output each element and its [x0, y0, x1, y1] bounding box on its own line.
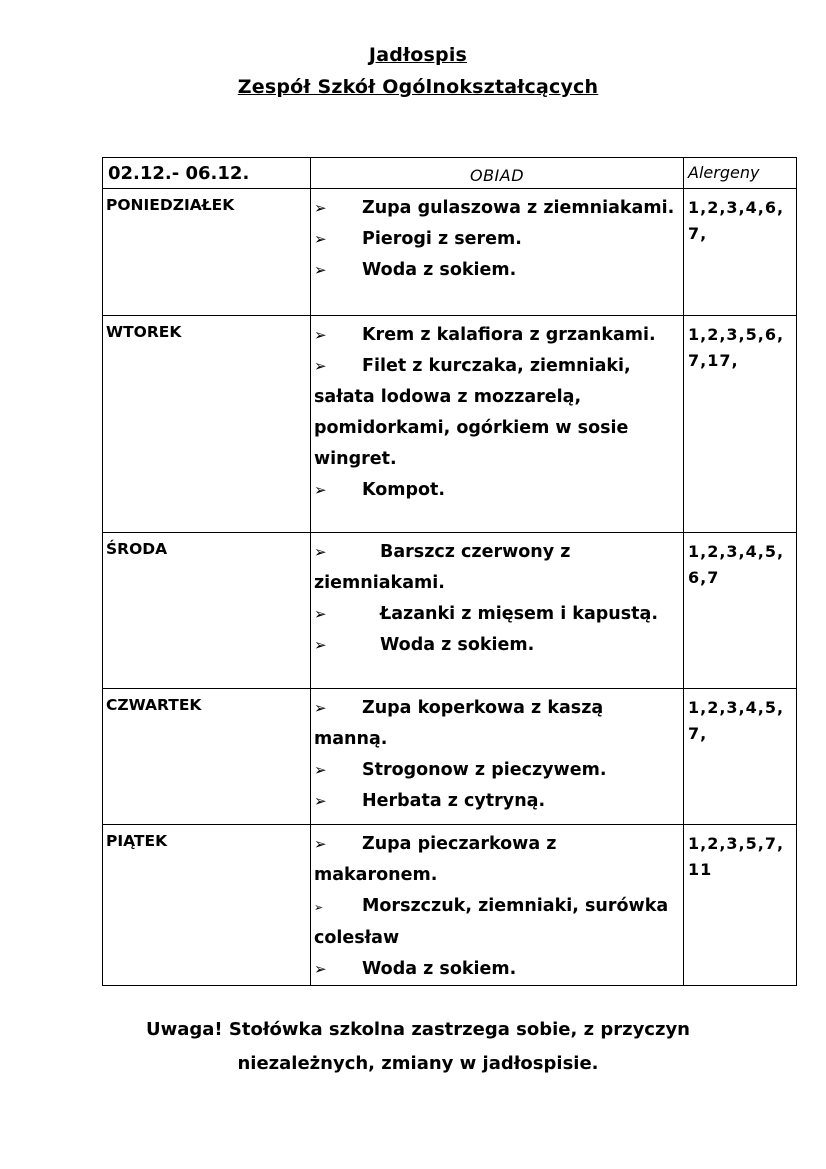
- dish-text: Filet z kurczaka, ziemniaki, sałata lodowa z mozzarelą, pomidorkami, ogórkiem w sosie wingret.: [314, 356, 631, 469]
- list-item: [314, 255, 677, 286]
- list-item: [314, 351, 677, 475]
- dish-text: Herbata z cytryną.: [362, 791, 546, 811]
- table-row: [103, 689, 797, 825]
- dish-text: Woda z sokiem.: [362, 260, 517, 280]
- arrow-bullet-icon: ➢: [314, 326, 327, 344]
- dish-list: [311, 316, 683, 506]
- day-name: WTOREK: [106, 323, 182, 341]
- table-row: [103, 316, 797, 533]
- arrow-bullet-icon: ➢: [314, 543, 327, 561]
- allergens-value: 1,2,3,4,5, 6,7: [688, 542, 785, 587]
- dish-text: Morszczuk, ziemniaki, surówka colesław: [314, 896, 669, 948]
- arrow-bullet-icon: ➢: [314, 199, 327, 217]
- allergens-value: 1,2,3,4,5, 7,: [688, 698, 785, 743]
- week-cell: [103, 158, 311, 189]
- table-row: [103, 189, 797, 316]
- table-header-row: [103, 158, 797, 189]
- arrow-bullet-icon: ➢: [314, 261, 327, 279]
- list-item: [314, 599, 677, 630]
- arrow-bullet-icon: ➢: [314, 835, 327, 853]
- dish-text: Barszcz czerwony z ziemniakami.: [314, 542, 571, 593]
- menu-table: [102, 157, 797, 986]
- dish-list: [311, 689, 683, 817]
- arrow-bullet-icon: ➢: [314, 761, 327, 779]
- menu-column-header: OBIAD: [469, 166, 525, 185]
- day-name: PIĄTEK: [106, 832, 168, 850]
- menu-header-cell: [311, 158, 684, 189]
- dish-text: Strogonow z pieczywem.: [362, 760, 607, 780]
- list-item: [314, 829, 677, 891]
- arrow-bullet-icon: ➢: [314, 960, 327, 978]
- day-name: CZWARTEK: [106, 696, 202, 714]
- arrow-bullet-icon: ➢: [314, 230, 327, 248]
- list-item: [314, 320, 677, 351]
- dish-text: Zupa gulaszowa z ziemniakami.: [362, 198, 675, 218]
- allergens-column-header: Alergeny: [688, 163, 760, 182]
- dish-text: Woda z sokiem.: [362, 959, 517, 979]
- dish-text: Łazanki z mięsem i kapustą.: [380, 604, 658, 624]
- list-item: [314, 693, 677, 755]
- arrow-bullet-icon: ➢: [314, 699, 327, 717]
- list-item: [314, 193, 677, 224]
- notice: [0, 1013, 826, 1081]
- allergens-value: 1,2,3,4,6, 7,: [688, 198, 785, 243]
- list-item: [314, 755, 677, 786]
- notice-line: Uwaga! Stołówka szkolna zastrzega sobie, z przyczyn: [146, 1019, 690, 1040]
- arrow-bullet-icon: ➢: [314, 636, 327, 654]
- dish-list: [311, 189, 683, 286]
- dish-text: Zupa koperkowa z kaszą manną.: [314, 698, 604, 749]
- day-name: ŚRODA: [106, 540, 168, 558]
- dish-text: Zupa pieczarkowa z makaronem.: [314, 834, 557, 885]
- arrow-bullet-icon: ➢: [314, 357, 327, 375]
- dish-list: [311, 825, 683, 985]
- arrow-bullet-icon: ➢: [314, 901, 324, 914]
- arrow-bullet-icon: ➢: [314, 605, 327, 623]
- allergens-value: 1,2,3,5,6, 7,17,: [688, 325, 785, 370]
- list-item: [314, 224, 677, 255]
- dish-text: Krem z kalafiora z grzankami.: [362, 325, 656, 345]
- table-row: [103, 533, 797, 689]
- list-item: [314, 630, 677, 661]
- week-range: 02.12.- 06.12.: [108, 163, 250, 184]
- allergens-value: 1,2,3,5,7, 11: [688, 834, 785, 879]
- page-subtitle: Zespół Szkół Ogólnokształcących: [237, 76, 599, 98]
- arrow-bullet-icon: ➢: [314, 481, 327, 499]
- dish-text: Pierogi z serem.: [362, 229, 522, 249]
- arrow-bullet-icon: ➢: [314, 792, 327, 810]
- table-row: [103, 825, 797, 986]
- list-item: [314, 891, 677, 954]
- list-item: [314, 475, 677, 506]
- day-name: PONIEDZIAŁEK: [106, 196, 235, 214]
- notice-line: niezależnych, zmiany w jadłospisie.: [237, 1053, 599, 1074]
- dish-text: Woda z sokiem.: [380, 635, 535, 655]
- list-item: [314, 786, 677, 817]
- list-item: [314, 537, 677, 599]
- page-title: Jadłospis: [368, 44, 468, 66]
- allergens-header-cell: [684, 158, 797, 189]
- list-item: [314, 954, 677, 985]
- dish-list: [311, 533, 683, 661]
- dish-text: Kompot.: [362, 480, 446, 500]
